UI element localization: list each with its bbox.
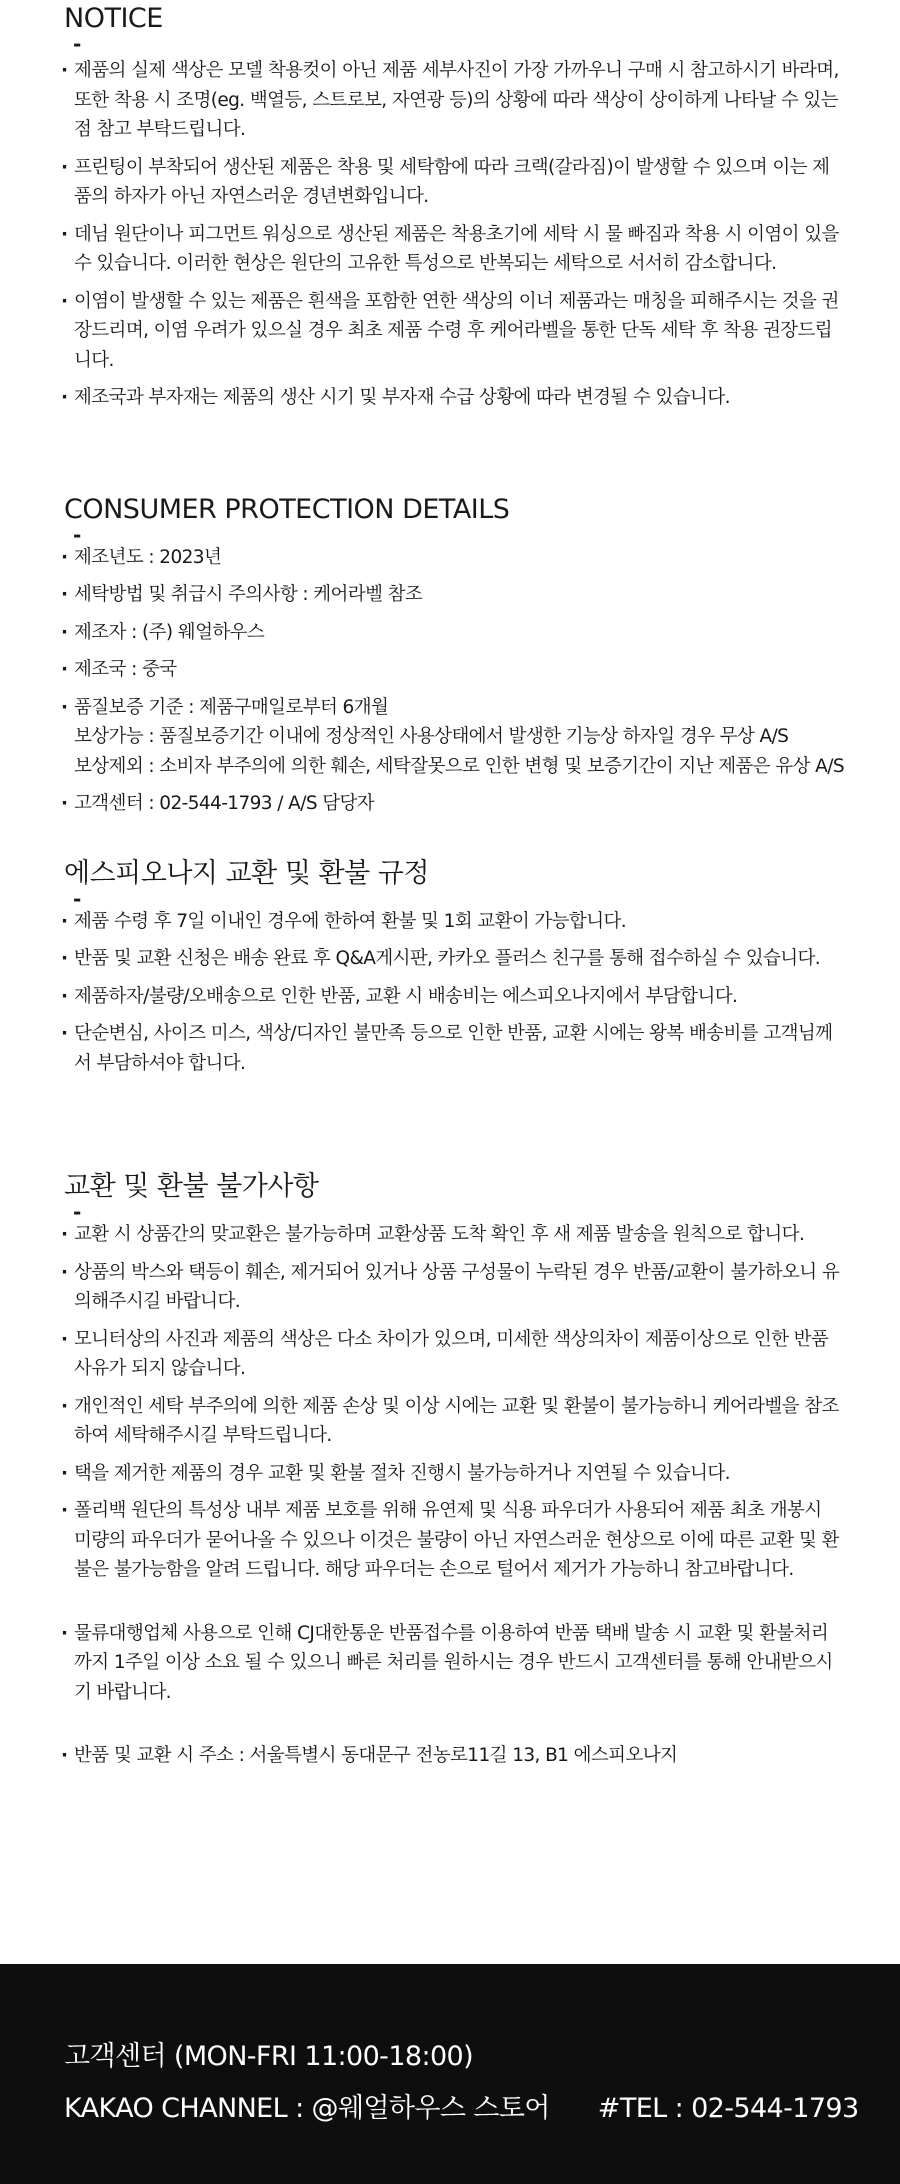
consumer-title: CONSUMER PROTECTION DETAILS xyxy=(64,493,510,525)
list-item: · 데님 원단이나 피그먼트 워싱으로 생산된 제품은 착용초기에 세탁 시 물 빠짐과 착용 시 이염이 있을 수 있습니다. 이러한 현상은 원단의 고유한 특성으로 반복되는 세탁으로 서서히 감소합니다. xyxy=(64,220,844,279)
consumer-cs: · 고객센터 : 02-544-1793 / A/S 담당자 xyxy=(64,789,844,819)
list-item: · 상품의 박스와 택등이 훼손, 제거되어 있거나 상품 구성물이 누락된 경우 반품/교환이 불가하오니 유의해주시길 바랍니다. xyxy=(64,1258,844,1317)
notice-section xyxy=(64,0,844,413)
consumer-country: · 제조국 : 중국 xyxy=(64,655,844,685)
consumer-maker: · 제조자 : (주) 웨얼하우스 xyxy=(64,618,844,648)
consumer-list xyxy=(64,543,844,819)
cs-hours: 고객센터 (MON-FRI 11:00-18:00) xyxy=(64,2041,474,2072)
list-item: · 이염이 발생할 수 있는 제품은 흰색을 포함한 연한 색상의 이너 제품과는 매칭을 피해주시는 것을 권장드리며, 이염 우려가 있으실 경우 최초 제품 수령 후 케어라벨을 통한 단독 세탁 후 착용 권장드립니다. xyxy=(64,287,844,376)
address-list xyxy=(64,1741,844,1771)
footer-bar xyxy=(0,1964,900,2184)
notice-title: NOTICE xyxy=(64,3,163,34)
consumer-dash: - xyxy=(73,522,82,547)
consumer-section xyxy=(64,493,844,819)
tel-number[interactable]: #TEL : 02-544-1793 xyxy=(597,2093,859,2124)
warranty-no: 보상제외 : 소비자 부주의에 의한 훼손, 세탁잘못으로 인한 변형 및 보증기간이 지난 제품은 유상 A/S xyxy=(74,755,844,777)
notice-dash: - xyxy=(73,32,82,56)
warranty-ok: 보상가능 : 품질보증기간 이내에 정상적인 사용상태에서 발생한 기능상 하자일 경우 무상 A/S xyxy=(74,726,789,747)
notice-list xyxy=(64,56,844,413)
list-item: · 교환 시 상품간의 맞교환은 불가능하며 교환상품 도착 확인 후 새 제품 발송을 원칙으로 합니다. xyxy=(64,1220,844,1250)
consumer-year: · 제조년도 : 2023년 xyxy=(64,543,844,573)
list-item: · 폴리백 원단의 특성상 내부 제품 보호를 위해 유연제 및 식용 파우더가 사용되어 제품 최초 개봉시 미량의 파우더가 묻어나올 수 있으나 이것은 불량이 아닌 자연스러운 현상으로 이에 따른 교환 및 환불은 불가능함을 알려 드립니다. 해당 파우더는 손으로 털어서 제거가 가능하니 참고바랍니다. xyxy=(64,1496,844,1585)
nonrefund-section xyxy=(64,1170,844,1771)
contact-line xyxy=(64,2086,859,2125)
list-item: · 모니터상의 사진과 제품의 색상은 다소 차이가 있으며, 미세한 색상의차이 제품이상으로 인한 반품사유가 되지 않습니다. xyxy=(64,1325,844,1384)
nonrefund-dash: - xyxy=(73,1200,82,1224)
list-item: · 단순변심, 사이즈 미스, 색상/디자인 불만족 등으로 인한 반품, 교환 시에는 왕복 배송비를 고객님께서 부담하셔야 합니다. xyxy=(64,1019,844,1078)
list-item: · 택을 제거한 제품의 경우 교환 및 환불 절차 진행시 불가능하거나 지연될 수 있습니다. xyxy=(64,1459,844,1489)
list-item: · 제품의 실제 색상은 모델 착용컷이 아닌 제품 세부사진이 가장 가까우니 구매 시 참고하시기 바라며, 또한 착용 시 조명(eg. 백열등, 스트로보, 자연광 등)의 상황에 따라 색상이 상이하게 나타날 수 있는 점 참고 부탁드립니다. xyxy=(64,56,844,145)
refund-section xyxy=(64,857,844,1079)
list-item: · 제품 수령 후 7일 이내인 경우에 한하여 환불 및 1회 교환이 가능합니다. xyxy=(64,907,844,937)
logistics-list xyxy=(64,1619,844,1708)
nonrefund-title: 교환 및 환불 불가사항 xyxy=(64,1171,319,1202)
nonrefund-list xyxy=(64,1220,844,1585)
warranty-basis: 품질보증 기준 : 제품구매일로부터 6개월 xyxy=(74,696,389,718)
list-item: · 프린팅이 부착되어 생산된 제품은 착용 및 세탁함에 따라 크랙(갈라짐)이 발생할 수 있으며 이는 제품의 하자가 아닌 자연스러운 경년변화입니다. xyxy=(64,153,844,212)
consumer-wash: · 세탁방법 및 취급시 주의사항 : 케어라벨 참조 xyxy=(64,580,844,610)
refund-dash: - xyxy=(73,886,82,911)
list-item: · 제품하자/불량/오배송으로 인한 반품, 교환 시 배송비는 에스피오나지에서 부담합니다. xyxy=(64,982,844,1012)
logistics-note: · 물류대행업체 사용으로 인해 CJ대한통운 반품접수를 이용하여 반품 택배 발송 시 교환 및 환불처리까지 1주일 이상 소요 될 수 있으니 빠른 처리를 원하시는 경우 반드시 고객센터를 통해 안내받으시기 바랍니다. xyxy=(64,1619,844,1708)
return-address: · 반품 및 교환 시 주소 : 서울특별시 동대문구 전농로11길 13, B1 에스피오나지 xyxy=(64,1741,844,1771)
list-item: · 반품 및 교환 신청은 배송 완료 후 Q&A게시판, 카카오 플러스 친구를 통해 접수하실 수 있습니다. xyxy=(64,944,844,974)
refund-list xyxy=(64,907,844,1079)
refund-title: 에스피오나지 교환 및 환불 규정 xyxy=(64,857,429,889)
list-item: · 제조국과 부자재는 제품의 생산 시기 및 부자재 수급 상황에 따라 변경될 수 있습니다. xyxy=(64,383,844,413)
kakao-channel[interactable]: KAKAO CHANNEL : @웨얼하우스 스토어 xyxy=(64,2093,550,2124)
list-item: · 개인적인 세탁 부주의에 의한 제품 손상 및 이상 시에는 교환 및 환불이 불가능하니 케어라벨을 참조하여 세탁해주시길 부탁드립니다. xyxy=(64,1392,844,1451)
consumer-warranty xyxy=(64,693,844,782)
